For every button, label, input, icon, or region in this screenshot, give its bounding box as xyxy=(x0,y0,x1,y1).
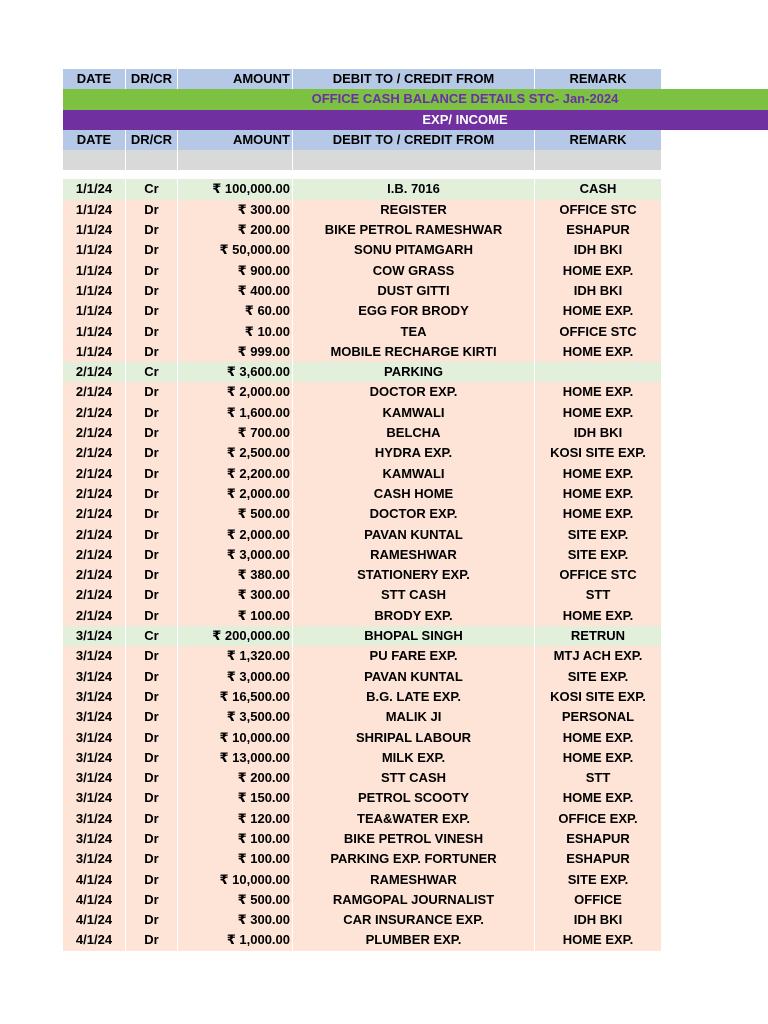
cell-desc[interactable]: BRODY EXP. xyxy=(293,606,535,626)
table-row xyxy=(63,788,768,808)
cell-date[interactable]: 2/1/24 xyxy=(63,484,126,504)
cell-amount[interactable]: ₹ 1,320.00 xyxy=(178,646,293,666)
cell-type[interactable]: Dr xyxy=(126,687,178,707)
cell-remark[interactable]: KOSI SITE EXP. xyxy=(535,443,662,463)
cell-remark[interactable]: HOME EXP. xyxy=(535,382,662,402)
cell-date[interactable]: 2/1/24 xyxy=(63,403,126,423)
cell-date[interactable]: 1/1/24 xyxy=(63,240,126,260)
cell-desc[interactable]: TEA&WATER EXP. xyxy=(293,809,535,829)
cell-remark[interactable]: IDH BKI xyxy=(535,240,662,260)
table-row xyxy=(63,261,768,281)
table-row xyxy=(63,829,768,849)
table-row xyxy=(63,281,768,301)
cell-desc[interactable]: COW GRASS xyxy=(293,261,535,281)
blank-row xyxy=(63,150,768,170)
cell-desc[interactable]: SHRIPAL LABOUR xyxy=(293,728,535,748)
cell-date[interactable]: 2/1/24 xyxy=(63,545,126,565)
blank-cell[interactable] xyxy=(293,150,535,170)
cell-amount[interactable]: ₹ 120.00 xyxy=(178,809,293,829)
cell-type[interactable]: Dr xyxy=(126,707,178,727)
cell-amount[interactable]: ₹ 10.00 xyxy=(178,322,293,342)
col-header-date[interactable]: DATE xyxy=(63,130,126,150)
cell-remark[interactable]: HOME EXP. xyxy=(535,261,662,281)
cell-type[interactable]: Dr xyxy=(126,200,178,220)
cell-remark[interactable]: OFFICE STC xyxy=(535,322,662,342)
table-row xyxy=(63,930,768,950)
cell-date[interactable]: 1/1/24 xyxy=(63,220,126,240)
cell-amount[interactable]: ₹ 200.00 xyxy=(178,220,293,240)
cell-date[interactable]: 1/1/24 xyxy=(63,200,126,220)
cash-ledger-sheet xyxy=(63,69,768,951)
cell-amount[interactable]: ₹ 10,000.00 xyxy=(178,728,293,748)
cell-type[interactable]: Dr xyxy=(126,667,178,687)
cell-desc[interactable]: DOCTOR EXP. xyxy=(293,382,535,402)
table-row xyxy=(63,443,768,463)
balance-title-banner xyxy=(63,89,768,109)
cell-type[interactable]: Dr xyxy=(126,930,178,950)
cell-remark[interactable]: HOME EXP. xyxy=(535,342,662,362)
cell-desc[interactable]: CAR INSURANCE EXP. xyxy=(293,910,535,930)
cell-type[interactable]: Dr xyxy=(126,768,178,788)
table-row xyxy=(63,301,768,321)
cell-desc[interactable]: BIKE PETROL RAMESHWAR xyxy=(293,220,535,240)
cell-date[interactable]: 4/1/24 xyxy=(63,870,126,890)
cell-desc[interactable]: STT CASH xyxy=(293,585,535,605)
cell-desc[interactable]: HYDRA EXP. xyxy=(293,443,535,463)
cell-date[interactable]: 3/1/24 xyxy=(63,849,126,869)
table-row xyxy=(63,525,768,545)
cell-remark[interactable]: SITE EXP. xyxy=(535,525,662,545)
cell-type[interactable]: Dr xyxy=(126,890,178,910)
cell-date[interactable]: 1/1/24 xyxy=(63,342,126,362)
blank-cell[interactable] xyxy=(63,150,126,170)
table-row xyxy=(63,849,768,869)
table-row xyxy=(63,403,768,423)
cell-desc[interactable]: REGISTER xyxy=(293,200,535,220)
cell-date[interactable]: 1/1/24 xyxy=(63,301,126,321)
cell-amount[interactable]: ₹ 2,200.00 xyxy=(178,464,293,484)
cell-remark[interactable]: CASH xyxy=(535,179,662,199)
cell-desc[interactable]: BIKE PETROL VINESH xyxy=(293,829,535,849)
cell-amount[interactable]: ₹ 380.00 xyxy=(178,565,293,585)
cell-type[interactable]: Dr xyxy=(126,322,178,342)
cell-type[interactable]: Cr xyxy=(126,626,178,646)
cell-desc[interactable]: PETROL SCOOTY xyxy=(293,788,535,808)
cell-date[interactable]: 3/1/24 xyxy=(63,626,126,646)
table-row xyxy=(63,565,768,585)
cell-type[interactable]: Dr xyxy=(126,301,178,321)
cell-remark[interactable]: OFFICE STC xyxy=(535,200,662,220)
cell-type[interactable]: Dr xyxy=(126,565,178,585)
table-row xyxy=(63,322,768,342)
table-row xyxy=(63,484,768,504)
cell-date[interactable]: 2/1/24 xyxy=(63,362,126,382)
cell-date[interactable]: 4/1/24 xyxy=(63,930,126,950)
cell-amount[interactable]: ₹ 16,500.00 xyxy=(178,687,293,707)
cell-remark[interactable]: MTJ ACH EXP. xyxy=(535,646,662,666)
cell-remark[interactable]: HOME EXP. xyxy=(535,504,662,524)
cell-date[interactable]: 2/1/24 xyxy=(63,382,126,402)
cell-desc[interactable]: PAVAN KUNTAL xyxy=(293,525,535,545)
cell-amount[interactable]: ₹ 900.00 xyxy=(178,261,293,281)
cell-desc[interactable]: MALIK JI xyxy=(293,707,535,727)
balance-title[interactable]: OFFICE CASH BALANCE DETAILS STC- Jan-2024 xyxy=(311,91,619,107)
cell-remark[interactable]: HOME EXP. xyxy=(535,930,662,950)
spacer xyxy=(63,170,768,179)
cell-remark[interactable]: IDH BKI xyxy=(535,910,662,930)
cell-remark[interactable] xyxy=(535,362,662,382)
cell-remark[interactable]: HOME EXP. xyxy=(535,464,662,484)
cell-type[interactable]: Dr xyxy=(126,829,178,849)
exp-income-banner xyxy=(63,110,768,130)
cell-desc[interactable]: EGG FOR BRODY xyxy=(293,301,535,321)
cell-date[interactable]: 4/1/24 xyxy=(63,890,126,910)
cell-amount[interactable]: ₹ 300.00 xyxy=(178,200,293,220)
table-row xyxy=(63,728,768,748)
cell-type[interactable]: Dr xyxy=(126,870,178,890)
table-row xyxy=(63,200,768,220)
table-row xyxy=(63,342,768,362)
cell-date[interactable]: 3/1/24 xyxy=(63,646,126,666)
cell-amount[interactable]: ₹ 2,500.00 xyxy=(178,443,293,463)
blank-cell[interactable] xyxy=(126,150,178,170)
cell-amount[interactable]: ₹ 2,000.00 xyxy=(178,484,293,504)
cell-type[interactable]: Dr xyxy=(126,281,178,301)
cell-date[interactable]: 3/1/24 xyxy=(63,728,126,748)
cell-desc[interactable]: PU FARE EXP. xyxy=(293,646,535,666)
table-row xyxy=(63,606,768,626)
cell-type[interactable]: Dr xyxy=(126,423,178,443)
cell-date[interactable]: 3/1/24 xyxy=(63,707,126,727)
cell-desc[interactable]: STATIONERY EXP. xyxy=(293,565,535,585)
cell-amount[interactable]: ₹ 3,000.00 xyxy=(178,667,293,687)
cell-date[interactable]: 2/1/24 xyxy=(63,504,126,524)
cell-desc[interactable]: MILK EXP. xyxy=(293,748,535,768)
cell-type[interactable]: Cr xyxy=(126,179,178,199)
cell-type[interactable]: Dr xyxy=(126,585,178,605)
cell-remark[interactable]: HOME EXP. xyxy=(535,403,662,423)
cell-remark[interactable]: SITE EXP. xyxy=(535,667,662,687)
cell-date[interactable]: 1/1/24 xyxy=(63,261,126,281)
table-row xyxy=(63,890,768,910)
cell-remark[interactable]: HOME EXP. xyxy=(535,728,662,748)
cell-desc[interactable]: RAMGOPAL JOURNALIST xyxy=(293,890,535,910)
cell-date[interactable]: 3/1/24 xyxy=(63,788,126,808)
cell-amount[interactable]: ₹ 500.00 xyxy=(178,504,293,524)
cell-type[interactable]: Dr xyxy=(126,403,178,423)
cell-desc[interactable]: DUST GITTI xyxy=(293,281,535,301)
cell-remark[interactable]: SITE EXP. xyxy=(535,545,662,565)
cell-type[interactable]: Dr xyxy=(126,849,178,869)
cell-type[interactable]: Dr xyxy=(126,261,178,281)
blank-cell[interactable] xyxy=(535,150,662,170)
cell-amount[interactable]: ₹ 300.00 xyxy=(178,910,293,930)
table-row xyxy=(63,809,768,829)
cell-type[interactable]: Dr xyxy=(126,748,178,768)
col-header-desc[interactable]: DEBIT TO / CREDIT FROM xyxy=(293,130,535,150)
cell-amount[interactable]: ₹ 300.00 xyxy=(178,585,293,605)
cell-date[interactable]: 2/1/24 xyxy=(63,606,126,626)
cell-amount[interactable]: ₹ 50,000.00 xyxy=(178,240,293,260)
cell-remark[interactable]: OFFICE STC xyxy=(535,565,662,585)
cell-desc[interactable]: KAMWALI xyxy=(293,464,535,484)
cell-date[interactable]: 2/1/24 xyxy=(63,565,126,585)
table-row xyxy=(63,220,768,240)
cell-desc[interactable]: I.B. 7016 xyxy=(293,179,535,199)
cell-remark[interactable]: KOSI SITE EXP. xyxy=(535,687,662,707)
cell-date[interactable]: 2/1/24 xyxy=(63,423,126,443)
cell-type[interactable]: Dr xyxy=(126,728,178,748)
table-row xyxy=(63,870,768,890)
cell-desc[interactable]: TEA xyxy=(293,322,535,342)
ledger-body xyxy=(63,179,768,950)
header-amount[interactable]: AMOUNT xyxy=(178,69,293,89)
col-header-amount[interactable]: AMOUNT xyxy=(178,130,293,150)
cell-remark[interactable]: HOME EXP. xyxy=(535,606,662,626)
cell-amount[interactable]: ₹ 2,000.00 xyxy=(178,382,293,402)
cell-type[interactable]: Dr xyxy=(126,545,178,565)
cell-amount[interactable]: ₹ 400.00 xyxy=(178,281,293,301)
cell-amount[interactable]: ₹ 700.00 xyxy=(178,423,293,443)
cell-amount[interactable]: ₹ 999.00 xyxy=(178,342,293,362)
cell-desc[interactable]: STT CASH xyxy=(293,768,535,788)
cell-type[interactable]: Dr xyxy=(126,809,178,829)
blank-cell[interactable] xyxy=(178,150,293,170)
cell-remark[interactable]: PERSONAL xyxy=(535,707,662,727)
cell-date[interactable]: 2/1/24 xyxy=(63,464,126,484)
cell-remark[interactable]: STT xyxy=(535,585,662,605)
cell-amount[interactable]: ₹ 60.00 xyxy=(178,301,293,321)
cell-type[interactable]: Dr xyxy=(126,484,178,504)
cell-amount[interactable]: ₹ 3,000.00 xyxy=(178,545,293,565)
cell-date[interactable]: 4/1/24 xyxy=(63,910,126,930)
cell-remark[interactable]: ESHAPUR xyxy=(535,220,662,240)
cell-date[interactable]: 1/1/24 xyxy=(63,179,126,199)
table-row xyxy=(63,910,768,930)
table-row xyxy=(63,464,768,484)
cell-type[interactable]: Dr xyxy=(126,525,178,545)
cell-date[interactable]: 2/1/24 xyxy=(63,585,126,605)
cell-amount[interactable]: ₹ 10,000.00 xyxy=(178,870,293,890)
table-row xyxy=(63,667,768,687)
cell-remark[interactable]: HOME EXP. xyxy=(535,748,662,768)
cell-remark[interactable]: SITE EXP. xyxy=(535,870,662,890)
cell-date[interactable]: 1/1/24 xyxy=(63,281,126,301)
table-row xyxy=(63,626,768,646)
cell-date[interactable]: 3/1/24 xyxy=(63,809,126,829)
col-header-remark[interactable]: REMARK xyxy=(535,130,662,150)
cell-type[interactable]: Dr xyxy=(126,646,178,666)
cell-remark[interactable]: OFFICE xyxy=(535,890,662,910)
cell-amount[interactable]: ₹ 1,600.00 xyxy=(178,403,293,423)
top-header-row xyxy=(63,69,768,89)
cell-desc[interactable]: PARKING xyxy=(293,362,535,382)
cell-remark[interactable]: HOME EXP. xyxy=(535,788,662,808)
cell-remark[interactable]: IDH BKI xyxy=(535,423,662,443)
cell-type[interactable]: Cr xyxy=(126,362,178,382)
cell-desc[interactable]: DOCTOR EXP. xyxy=(293,504,535,524)
cell-desc[interactable]: KAMWALI xyxy=(293,403,535,423)
cell-amount[interactable]: ₹ 150.00 xyxy=(178,788,293,808)
cell-desc[interactable]: CASH HOME xyxy=(293,484,535,504)
cell-type[interactable]: Dr xyxy=(126,240,178,260)
cell-remark[interactable]: IDH BKI xyxy=(535,281,662,301)
cell-amount[interactable]: ₹ 100.00 xyxy=(178,606,293,626)
cell-type[interactable]: Dr xyxy=(126,220,178,240)
header-desc[interactable]: DEBIT TO / CREDIT FROM xyxy=(293,69,535,89)
table-row xyxy=(63,646,768,666)
table-row xyxy=(63,423,768,443)
cell-amount[interactable]: ₹ 1,000.00 xyxy=(178,930,293,950)
table-row xyxy=(63,504,768,524)
cell-desc[interactable]: B.G. LATE EXP. xyxy=(293,687,535,707)
cell-remark[interactable]: HOME EXP. xyxy=(535,301,662,321)
header-remark[interactable]: REMARK xyxy=(535,69,662,89)
cell-desc[interactable]: MOBILE RECHARGE KIRTI xyxy=(293,342,535,362)
cell-amount[interactable]: ₹ 200.00 xyxy=(178,768,293,788)
cell-type[interactable]: Dr xyxy=(126,504,178,524)
cell-remark[interactable]: RETRUN xyxy=(535,626,662,646)
table-row xyxy=(63,179,768,199)
cell-amount[interactable]: ₹ 200,000.00 xyxy=(178,626,293,646)
cell-desc[interactable]: BHOPAL SINGH xyxy=(293,626,535,646)
cell-remark[interactable]: ESHAPUR xyxy=(535,829,662,849)
cell-amount[interactable]: ₹ 13,000.00 xyxy=(178,748,293,768)
cell-desc[interactable]: RAMESHWAR xyxy=(293,870,535,890)
table-row xyxy=(63,382,768,402)
cell-remark[interactable]: HOME EXP. xyxy=(535,484,662,504)
cell-type[interactable]: Dr xyxy=(126,788,178,808)
cell-desc[interactable]: RAMESHWAR xyxy=(293,545,535,565)
cell-desc[interactable]: SONU PITAMGARH xyxy=(293,240,535,260)
cell-date[interactable]: 2/1/24 xyxy=(63,443,126,463)
cell-remark[interactable]: STT xyxy=(535,768,662,788)
cell-desc[interactable]: PLUMBER EXP. xyxy=(293,930,535,950)
cell-amount[interactable]: ₹ 100.00 xyxy=(178,829,293,849)
table-row xyxy=(63,687,768,707)
cell-type[interactable]: Dr xyxy=(126,443,178,463)
column-header-row xyxy=(63,130,768,150)
cell-type[interactable]: Dr xyxy=(126,382,178,402)
table-row xyxy=(63,585,768,605)
exp-income-title[interactable]: EXP/ INCOME xyxy=(422,111,508,127)
cell-amount[interactable]: ₹ 100.00 xyxy=(178,849,293,869)
table-row xyxy=(63,545,768,565)
cell-date[interactable]: 3/1/24 xyxy=(63,687,126,707)
cell-type[interactable]: Dr xyxy=(126,910,178,930)
cell-desc[interactable]: BELCHA xyxy=(293,423,535,443)
cell-date[interactable]: 1/1/24 xyxy=(63,322,126,342)
cell-amount[interactable]: ₹ 500.00 xyxy=(178,890,293,910)
cell-amount[interactable]: ₹ 100,000.00 xyxy=(178,179,293,199)
cell-type[interactable]: Dr xyxy=(126,342,178,362)
header-drcr[interactable]: DR/CR xyxy=(126,69,178,89)
cell-type[interactable]: Dr xyxy=(126,464,178,484)
cell-type[interactable]: Dr xyxy=(126,606,178,626)
cell-desc[interactable]: PARKING EXP. FORTUNER xyxy=(293,849,535,869)
cell-amount[interactable]: ₹ 3,500.00 xyxy=(178,707,293,727)
table-row xyxy=(63,240,768,260)
cell-amount[interactable]: ₹ 3,600.00 xyxy=(178,362,293,382)
cell-amount[interactable]: ₹ 2,000.00 xyxy=(178,525,293,545)
table-row xyxy=(63,362,768,382)
table-row xyxy=(63,768,768,788)
cell-date[interactable]: 2/1/24 xyxy=(63,525,126,545)
table-row xyxy=(63,707,768,727)
cell-date[interactable]: 3/1/24 xyxy=(63,667,126,687)
header-date[interactable]: DATE xyxy=(63,69,126,89)
cell-remark[interactable]: OFFICE EXP. xyxy=(535,809,662,829)
col-header-drcr[interactable]: DR/CR xyxy=(126,130,178,150)
cell-desc[interactable]: PAVAN KUNTAL xyxy=(293,667,535,687)
table-row xyxy=(63,748,768,768)
cell-date[interactable]: 3/1/24 xyxy=(63,829,126,849)
cell-remark[interactable]: ESHAPUR xyxy=(535,849,662,869)
cell-date[interactable]: 3/1/24 xyxy=(63,768,126,788)
cell-date[interactable]: 3/1/24 xyxy=(63,748,126,768)
